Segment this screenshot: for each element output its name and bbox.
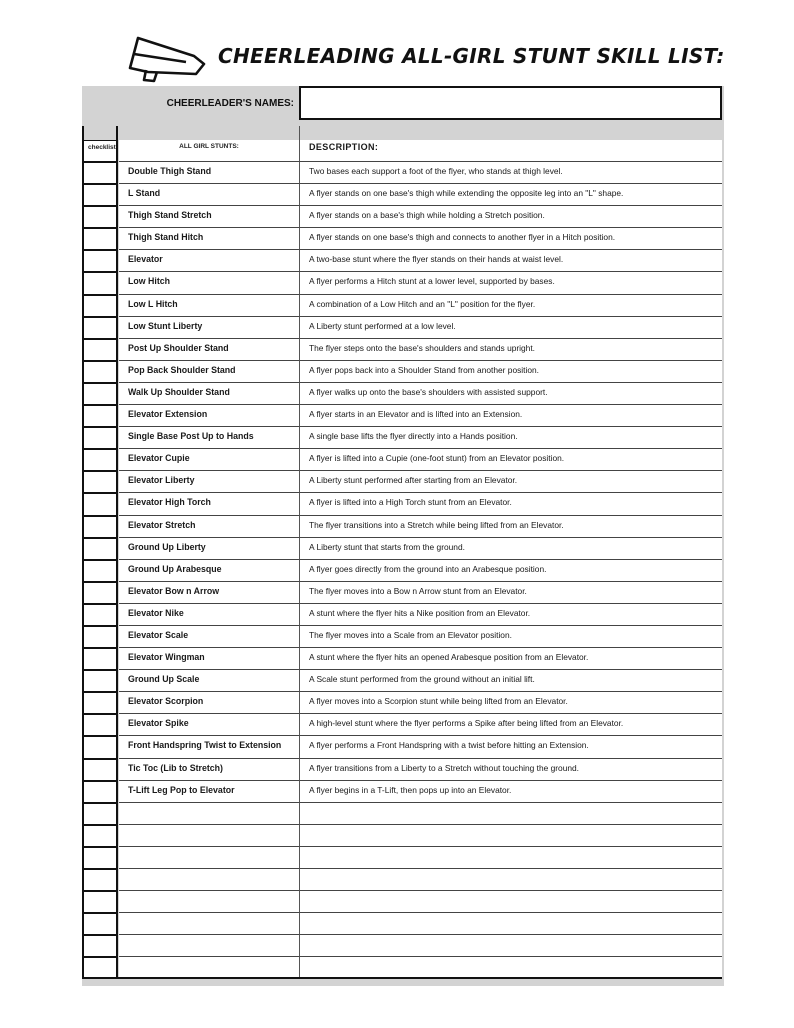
stunt-name: Pop Back Shoulder Stand [119, 361, 299, 383]
names-input[interactable] [299, 86, 722, 120]
stunt-description: A two-base stunt where the flyer stands on their hands at waist level. [299, 250, 722, 272]
checklist-box[interactable] [82, 935, 118, 957]
stunt-name: Elevator Scale [119, 626, 299, 648]
stunt-description [299, 847, 722, 869]
stunt-description: A flyer stands on one base's thigh while extending the opposite leg into an "L" shape. [299, 184, 722, 206]
stunt-description: Two bases each support a foot of the flyer, who stands at thigh level. [299, 162, 722, 184]
checklist-box[interactable] [82, 272, 118, 294]
stunt-name: L Stand [119, 184, 299, 206]
stunt-name: Elevator Nike [119, 604, 299, 626]
table-row [82, 781, 722, 803]
table-row [82, 604, 722, 626]
description-column-header: DESCRIPTION: [299, 140, 722, 162]
stunt-description: A stunt where the flyer hits a Nike position from an Elevator. [299, 604, 722, 626]
table-row [82, 582, 722, 604]
table-row [82, 891, 722, 913]
stunt-column-header: ALL GIRL STUNTS: [119, 140, 299, 162]
checklist-box[interactable] [82, 516, 118, 538]
stunt-description: A flyer is lifted into a Cupie (one-foot stunt) from an Elevator position. [299, 449, 722, 471]
megaphone-icon [124, 34, 210, 84]
checklist-box[interactable] [82, 670, 118, 692]
stunt-description: A flyer stands on one base's thigh and connects to another flyer in a Hitch position. [299, 228, 722, 250]
table-row [82, 427, 722, 449]
checklist-box[interactable] [82, 184, 118, 206]
stunt-name [119, 803, 299, 825]
checklist-box[interactable] [82, 869, 118, 891]
stunt-name [119, 891, 299, 913]
stunt-description: A flyer is lifted into a High Torch stunt from an Elevator. [299, 493, 722, 515]
checklist-box[interactable] [82, 339, 118, 361]
stunt-description: A Liberty stunt performed at a low level. [299, 317, 722, 339]
table-row [82, 339, 722, 361]
checklist-box[interactable] [82, 317, 118, 339]
stunt-name: Elevator [119, 250, 299, 272]
stunt-description [299, 891, 722, 913]
stunt-description: A high-level stunt where the flyer performs a Spike after being lifted from an Elevator. [299, 714, 722, 736]
stunt-name [119, 847, 299, 869]
checklist-box[interactable] [82, 847, 118, 869]
table-row [82, 317, 722, 339]
stunt-name [119, 869, 299, 891]
stunt-name: Elevator Stretch [119, 516, 299, 538]
table-row [82, 361, 722, 383]
stunt-description [299, 825, 722, 847]
checklist-box[interactable] [82, 825, 118, 847]
stunt-description: A flyer walks up onto the base's shoulders with assisted support. [299, 383, 722, 405]
checklist-box[interactable] [82, 803, 118, 825]
stunt-name: Low Stunt Liberty [119, 317, 299, 339]
table-row [82, 471, 722, 493]
checklist-box[interactable] [82, 228, 118, 250]
stunt-name [119, 913, 299, 935]
checklist-box[interactable] [82, 206, 118, 228]
stunt-name: Thigh Stand Stretch [119, 206, 299, 228]
table-row [82, 250, 722, 272]
checklist-box[interactable] [82, 582, 118, 604]
table-row [82, 538, 722, 560]
checklist-box[interactable] [82, 692, 118, 714]
stunt-description: A flyer starts in an Elevator and is lifted into an Extension. [299, 405, 722, 427]
checklist-box[interactable] [82, 913, 118, 935]
stunt-name: Thigh Stand Hitch [119, 228, 299, 250]
checklist-box[interactable] [82, 449, 118, 471]
stunt-name: Single Base Post Up to Hands [119, 427, 299, 449]
stunt-name: Elevator Cupie [119, 449, 299, 471]
stunt-name: Double Thigh Stand [119, 162, 299, 184]
checklist-box[interactable] [82, 626, 118, 648]
table-row [82, 825, 722, 847]
stunt-name: Front Handspring Twist to Extension [119, 736, 299, 758]
table-header-row [82, 140, 722, 162]
stunt-name: Elevator Liberty [119, 471, 299, 493]
spacer-check-column [82, 126, 118, 140]
table-row [82, 869, 722, 891]
table-row [82, 184, 722, 206]
table-row [82, 383, 722, 405]
stunt-name: Low Hitch [119, 272, 299, 294]
table-row [82, 670, 722, 692]
stunt-description: The flyer moves into a Bow n Arrow stunt from an Elevator. [299, 582, 722, 604]
table-row [82, 913, 722, 935]
checklist-box[interactable] [82, 604, 118, 626]
checklist-box[interactable] [82, 648, 118, 670]
checklist-box[interactable] [82, 538, 118, 560]
spacer-divider [299, 126, 300, 140]
stunt-name: Walk Up Shoulder Stand [119, 383, 299, 405]
table-row [82, 162, 722, 184]
stunt-description: The flyer moves into a Scale from an Elevator position. [299, 626, 722, 648]
table-row [82, 714, 722, 736]
stunt-name: Tic Toc (Lib to Stretch) [119, 759, 299, 781]
table-row [82, 295, 722, 317]
stunt-description: A Liberty stunt performed after starting from an Elevator. [299, 471, 722, 493]
table-row [82, 935, 722, 957]
table-row [82, 493, 722, 515]
stunt-table [82, 140, 722, 979]
table-row [82, 759, 722, 781]
header [0, 0, 794, 86]
stunt-description [299, 935, 722, 957]
stunt-description: A flyer stands on a base's thigh while holding a Stretch position. [299, 206, 722, 228]
stunt-description: A flyer moves into a Scorpion stunt while being lifted from an Elevator. [299, 692, 722, 714]
stunt-name: Elevator Spike [119, 714, 299, 736]
checklist-box[interactable] [82, 295, 118, 317]
checklist-box[interactable] [82, 560, 118, 582]
stunt-name: Low L Hitch [119, 295, 299, 317]
table-row [82, 560, 722, 582]
checklist-box[interactable] [82, 383, 118, 405]
table-row [82, 692, 722, 714]
stunt-description: A combination of a Low Hitch and an "L" position for the flyer. [299, 295, 722, 317]
stunt-name: Elevator Bow n Arrow [119, 582, 299, 604]
stunt-description [299, 803, 722, 825]
stunt-name: Ground Up Liberty [119, 538, 299, 560]
names-label: CHEERLEADER'S NAMES: [166, 98, 294, 109]
stunt-name: Elevator Extension [119, 405, 299, 427]
table-spacer [82, 126, 722, 140]
stunt-name: Post Up Shoulder Stand [119, 339, 299, 361]
checklist-box[interactable] [82, 493, 118, 515]
stunt-description: A Liberty stunt that starts from the ground. [299, 538, 722, 560]
checklist-box[interactable] [82, 427, 118, 449]
stunt-name: T-Lift Leg Pop to Elevator [119, 781, 299, 803]
stunt-description: A single base lifts the flyer directly into a Hands position. [299, 427, 722, 449]
table-row [82, 648, 722, 670]
stunt-name [119, 825, 299, 847]
stunt-name: Elevator Wingman [119, 648, 299, 670]
table-row [82, 228, 722, 250]
table-row [82, 736, 722, 758]
page-title: CHEERLEADING ALL-GIRL STUNT SKILL LIST: [218, 44, 725, 68]
table-row [82, 626, 722, 648]
stunt-description: A flyer begins in a T-Lift, then pops up into an Elevator. [299, 781, 722, 803]
stunt-description: A Scale stunt performed from the ground without an initial lift. [299, 670, 722, 692]
checklist-box[interactable] [82, 471, 118, 493]
checklist-box[interactable] [82, 781, 118, 803]
checklist-header: checklist [82, 140, 118, 162]
stunt-description: The flyer transitions into a Stretch while being lifted from an Elevator. [299, 516, 722, 538]
table-bottom-border [82, 977, 722, 979]
stunt-description [299, 913, 722, 935]
checklist-box[interactable] [82, 736, 118, 758]
table-row [82, 272, 722, 294]
table-row [82, 847, 722, 869]
table-row [82, 803, 722, 825]
stunt-description: A flyer transitions from a Liberty to a Stretch without touching the ground. [299, 759, 722, 781]
stunt-name: Ground Up Scale [119, 670, 299, 692]
stunt-description: The flyer steps onto the base's shoulders and stands upright. [299, 339, 722, 361]
stunt-name: Elevator Scorpion [119, 692, 299, 714]
checklist-box[interactable] [82, 162, 118, 184]
table-row [82, 516, 722, 538]
checklist-box[interactable] [82, 405, 118, 427]
stunt-description: A flyer pops back into a Shoulder Stand from another position. [299, 361, 722, 383]
stunt-name [119, 935, 299, 957]
stunt-description: A flyer performs a Hitch stunt at a lower level, supported by bases. [299, 272, 722, 294]
table-row [82, 449, 722, 471]
checklist-box[interactable] [82, 361, 118, 383]
stunt-description [299, 869, 722, 891]
checklist-box[interactable] [82, 714, 118, 736]
stunt-name: Elevator High Torch [119, 493, 299, 515]
stunt-description: A flyer performs a Front Handspring with a twist before hitting an Extension. [299, 736, 722, 758]
stunt-name: Ground Up Arabesque [119, 560, 299, 582]
table-row [82, 405, 722, 427]
stunt-description: A flyer goes directly from the ground into an Arabesque position. [299, 560, 722, 582]
checklist-box[interactable] [82, 891, 118, 913]
stunt-description: A stunt where the flyer hits an opened Arabesque position from an Elevator. [299, 648, 722, 670]
table-row [82, 206, 722, 228]
checklist-box[interactable] [82, 250, 118, 272]
checklist-box[interactable] [82, 759, 118, 781]
